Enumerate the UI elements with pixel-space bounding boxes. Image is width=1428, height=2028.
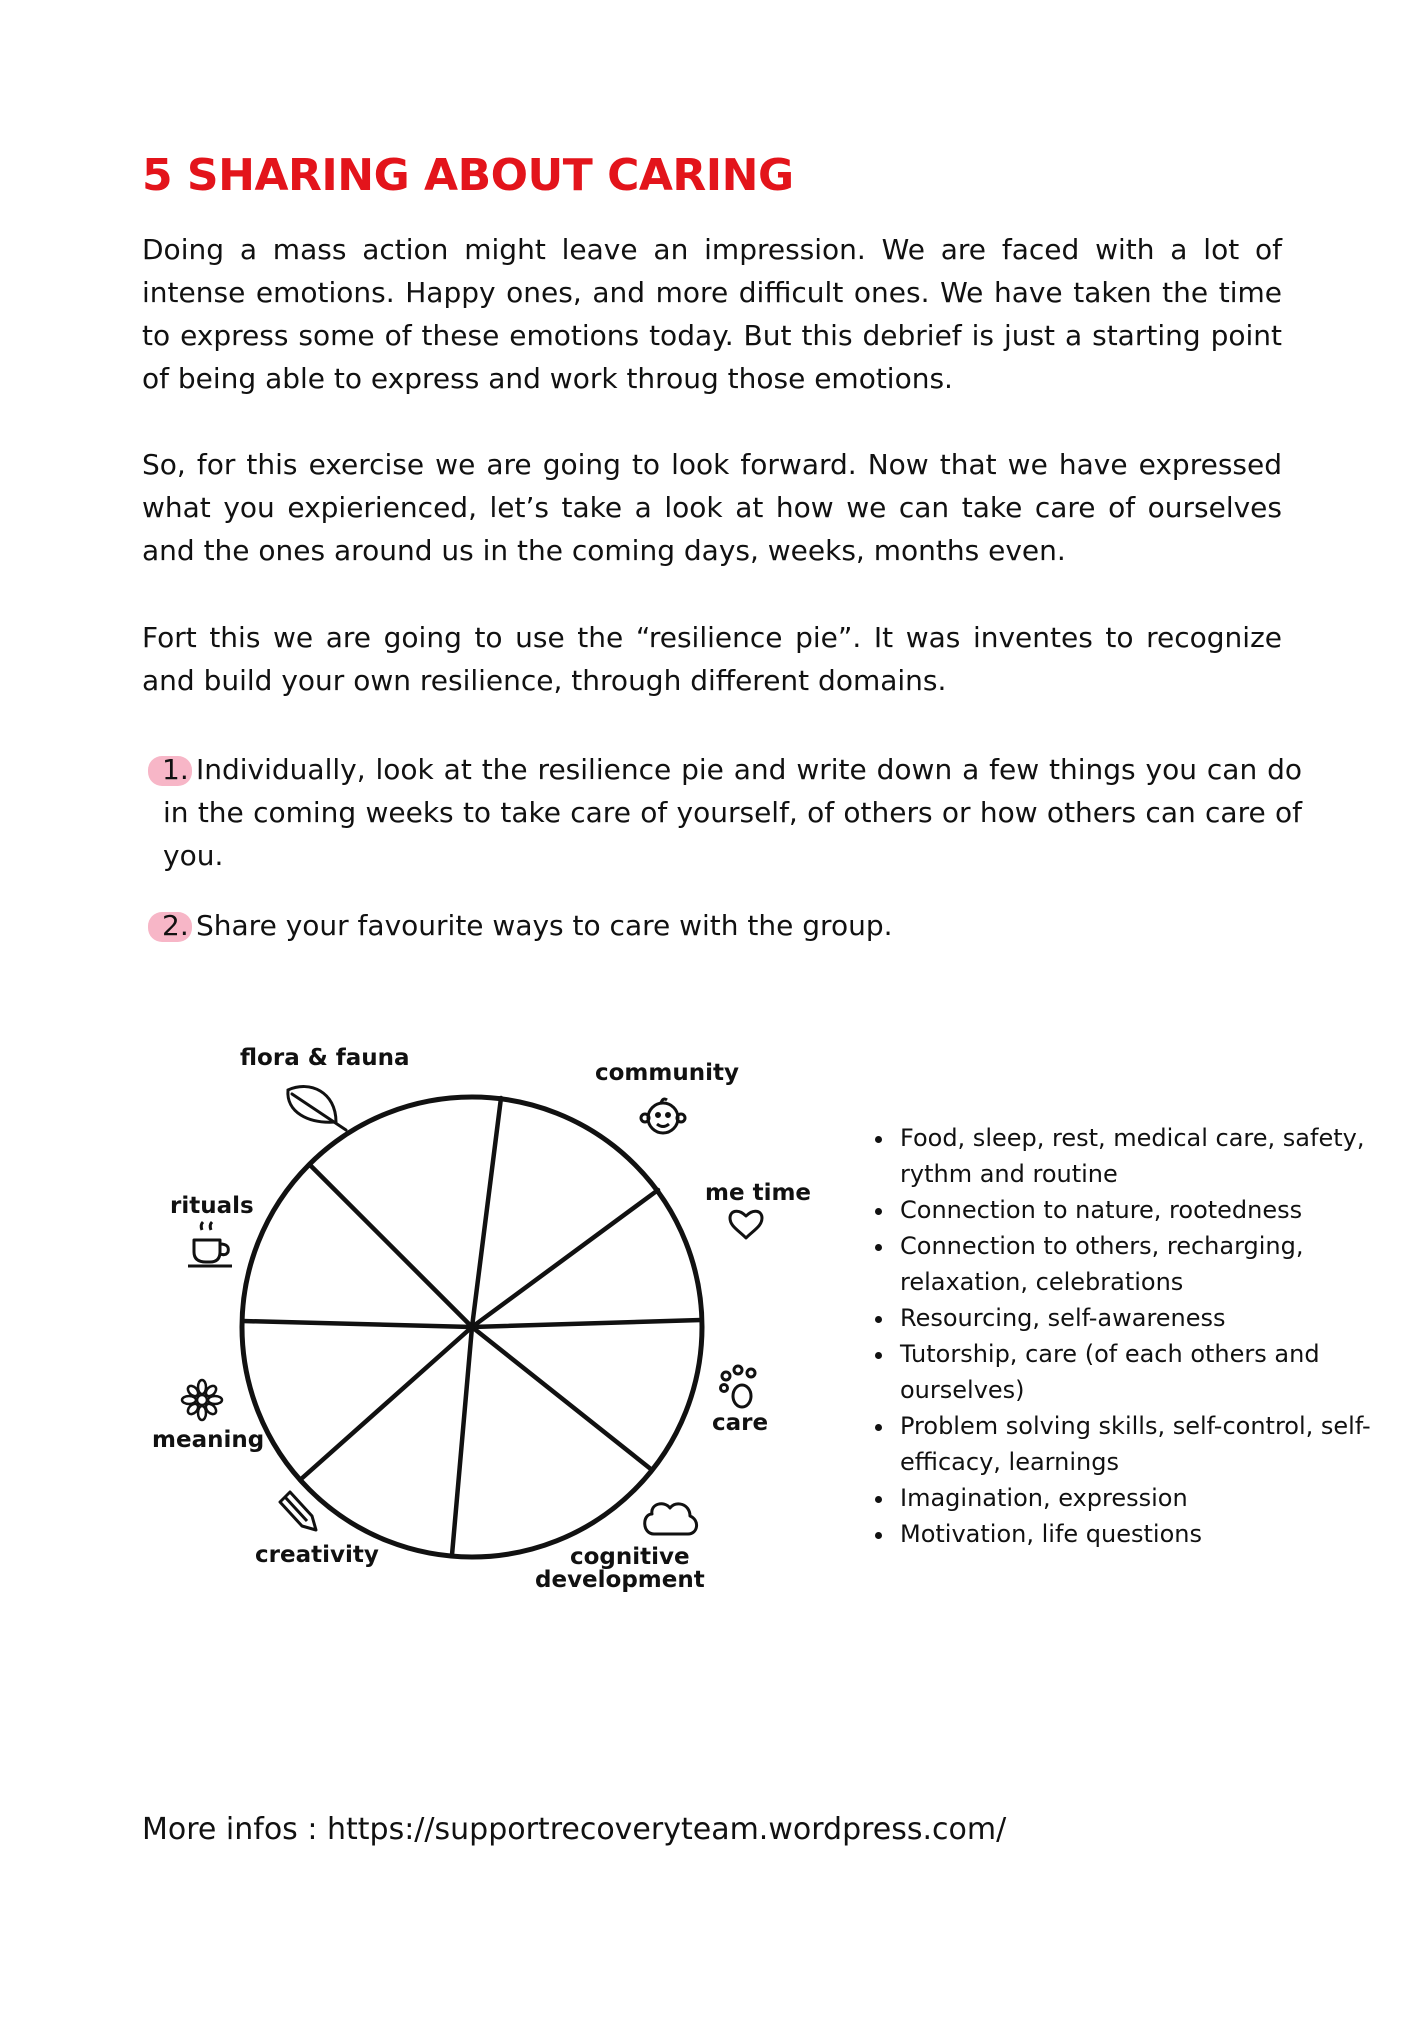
- cloud-icon: [645, 1504, 697, 1534]
- segment-label-flora-fauna: flora & fauna: [240, 1045, 410, 1071]
- segment-label-me-time: me time: [705, 1180, 812, 1206]
- resilience-pie-diagram: [140, 1040, 840, 1620]
- divider-line: [472, 1320, 701, 1327]
- page-title: 5 SHARING ABOUT CARING: [142, 150, 794, 201]
- segment-label-development: development: [535, 1567, 705, 1593]
- step-1-text: Individually, look at the resilience pie and write down a few things you can do in the coming weeks to take care of yourself, of others or how others can care of you.: [163, 753, 1302, 872]
- paw-icon: [721, 1366, 756, 1407]
- list-item: • Connection to nature, rootedness: [896, 1192, 1376, 1228]
- step-1: [142, 748, 1302, 877]
- list-item: • Motivation, life questions: [896, 1516, 1376, 1552]
- leaf-icon: [288, 1087, 346, 1130]
- divider-line: [472, 1327, 652, 1470]
- segment-label-cognitive: cognitive: [570, 1544, 690, 1570]
- list-item: • Imagination, expression: [896, 1480, 1376, 1516]
- list-item: • Resourcing, self-awareness: [896, 1300, 1376, 1336]
- teacup-icon: [188, 1222, 232, 1266]
- resilience-domains-list: [868, 1120, 1376, 1552]
- step-2: [142, 904, 1302, 947]
- list-item: • Connection to others, recharging, relaxation, celebrations: [896, 1228, 1376, 1300]
- list-item: • Tutorship, care (of each others and ourselves): [896, 1336, 1376, 1408]
- list-item: • Food, sleep, rest, medical care, safety, rythm and routine: [896, 1120, 1376, 1192]
- step-1-number-marker: [142, 748, 196, 791]
- divider-line: [472, 1098, 501, 1327]
- intro-paragraph-1: Doing a mass action might leave an impression. We are faced with a lot of intense emotions. Happy ones, and more difficult ones. We have taken the time to express some of these emotions today. But this debrief is just a starting point of being able to express and work throug those emotions.: [142, 233, 1282, 395]
- intro-paragraph-2: So, for this exercise we are going to look forward. Now that we have expressed what you expierienced, let’s take a look at how we can take care of ourselves and the ones around us in the coming days, weeks, months even.: [142, 448, 1282, 567]
- segment-label-meaning: meaning: [152, 1427, 265, 1453]
- intro-paragraph-3: Fort this we are going to use the “resilience pie”. It was inventes to recognize and build your own resilience, through different domains.: [142, 621, 1282, 697]
- resilience-pie-svg: [140, 1040, 840, 1620]
- footer-label: More infos :: [142, 1812, 327, 1847]
- baby-face-icon: [641, 1099, 685, 1133]
- pie-dividers: [243, 1098, 701, 1555]
- divider-line: [472, 1190, 658, 1327]
- flower-icon: [182, 1380, 222, 1420]
- segment-label-community: community: [595, 1060, 739, 1086]
- divider-line: [300, 1327, 472, 1480]
- pencil-icon: [280, 1492, 316, 1530]
- divider-line: [243, 1321, 472, 1327]
- step-1-number: 1.: [162, 753, 189, 786]
- divider-line: [310, 1165, 472, 1327]
- segment-label-creativity: creativity: [255, 1542, 379, 1568]
- segment-label-rituals: rituals: [170, 1193, 254, 1219]
- segment-label-care: care: [712, 1410, 769, 1436]
- footer: [142, 1810, 1006, 1850]
- step-2-number: 2.: [162, 909, 189, 942]
- list-item: • Problem solving skills, self-control, self-efficacy, learnings: [896, 1408, 1376, 1480]
- divider-line: [452, 1327, 472, 1555]
- step-2-number-marker: [142, 904, 196, 947]
- footer-link[interactable]: https://supportrecoveryteam.wordpress.com/: [326, 1812, 1007, 1847]
- heart-icon: [730, 1211, 762, 1238]
- step-2-text: Share your favourite ways to care with the group.: [196, 909, 893, 942]
